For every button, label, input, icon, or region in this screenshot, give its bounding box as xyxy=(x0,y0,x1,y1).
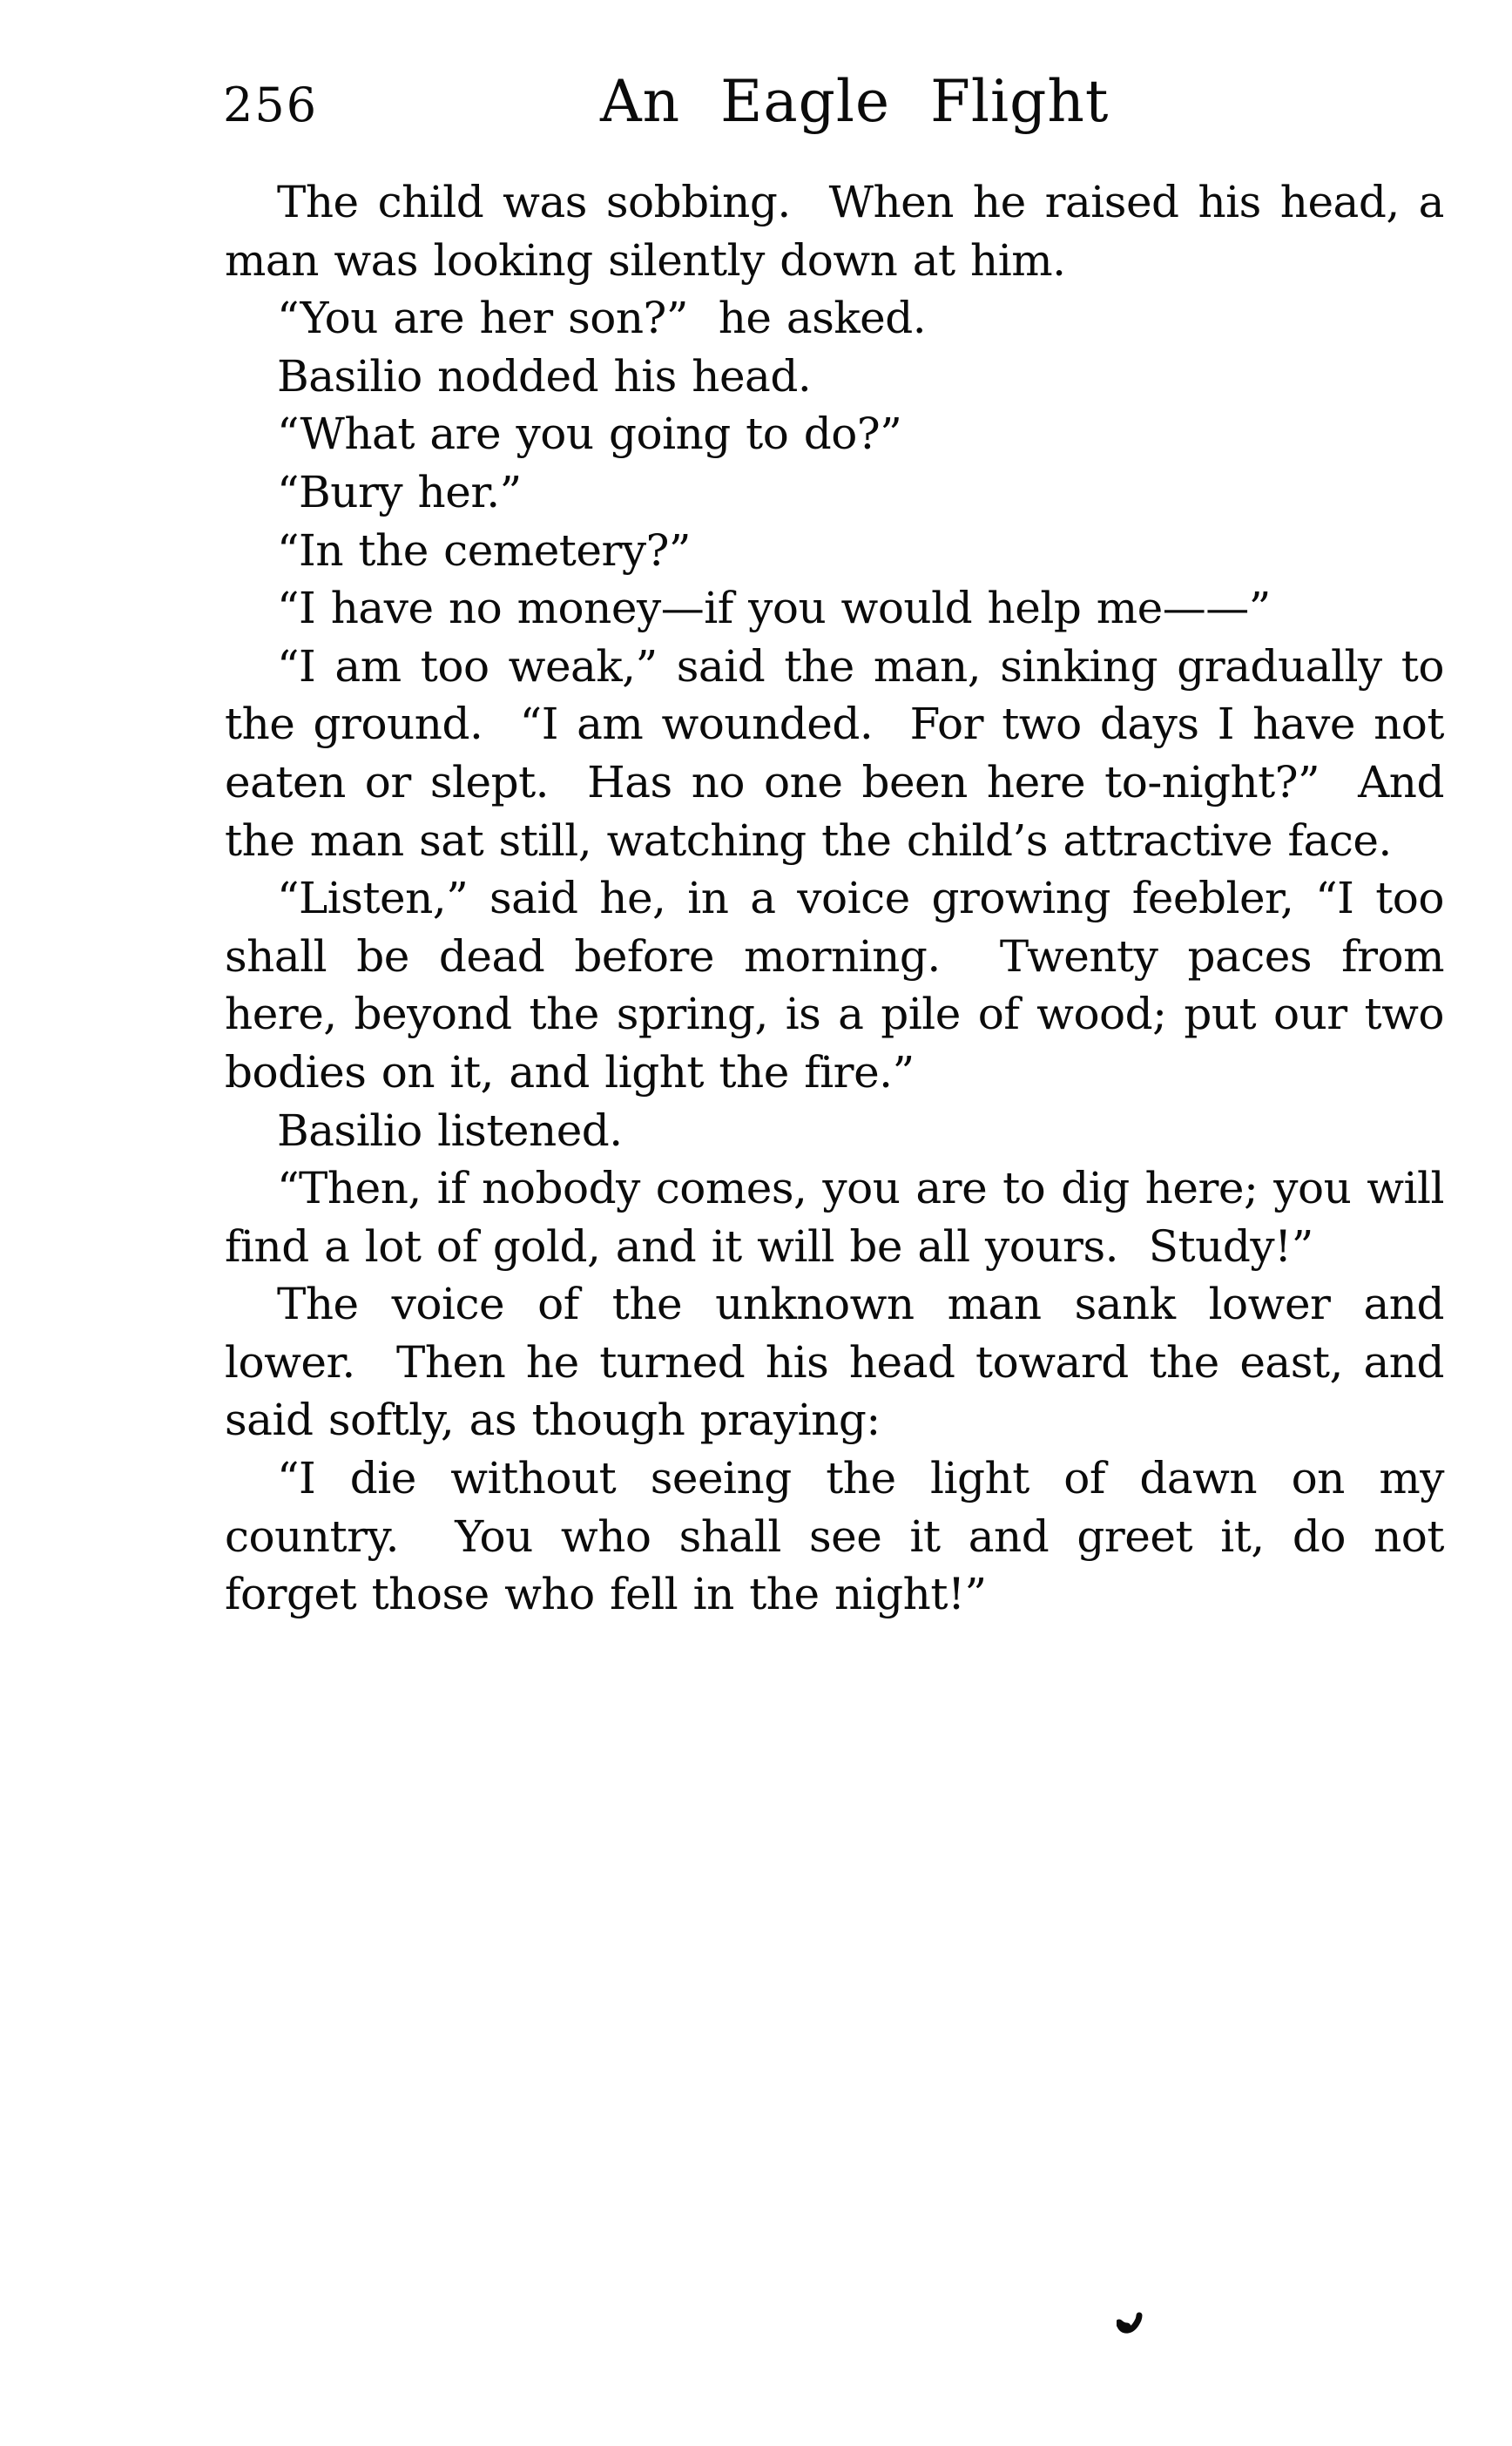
paragraph: “In the cemetery?” xyxy=(277,524,691,576)
paragraph: The child was sobbing. When he raised his head, a man was looking silently down at him. xyxy=(225,177,1460,286)
running-title: An Eagle Flight xyxy=(600,68,1110,135)
text-block xyxy=(225,173,1460,1624)
paragraph: “I die without seeing the light of dawn on my country. You who shall see it and greet it, do not forget those who fell in the night!” xyxy=(225,1453,1460,1620)
paragraph: “You are her son?” he asked. xyxy=(277,293,927,344)
paragraph: The voice of the unknown man sank lower and lower. Then he turned his head toward the east, and said softly, as though praying: xyxy=(225,1279,1460,1446)
paragraph: “What are you going to do?” xyxy=(277,409,902,460)
paragraph: “I am too weak,” said the man, sinking gradually to the ground. “I am wounded. For two days I have not eaten or slept. Has no one been here to-night?” And the man sat still, watching the child’s attractive face. xyxy=(225,640,1460,866)
paragraph: Basilio nodded his head. xyxy=(277,350,812,402)
paragraph: “I have no money—if you would help me——” xyxy=(277,583,1271,634)
paragraph: “Bury her.” xyxy=(277,466,522,517)
ink-smudge-mark xyxy=(1117,2312,1144,2338)
paragraph: “Then, if nobody comes, you are to dig here; you will find a lot of gold, and it will be all yours. Study!” xyxy=(225,1163,1460,1272)
paragraph: “Listen,” said he, in a voice growing feebler, “I too shall be dead before morning. Twenty paces from here, beyond the spring, is a pile of wood; put our two bodies on it, and light the fire.” xyxy=(225,873,1460,1098)
paragraph: Basilio listened. xyxy=(277,1105,623,1156)
page-number: 256 xyxy=(223,78,319,132)
